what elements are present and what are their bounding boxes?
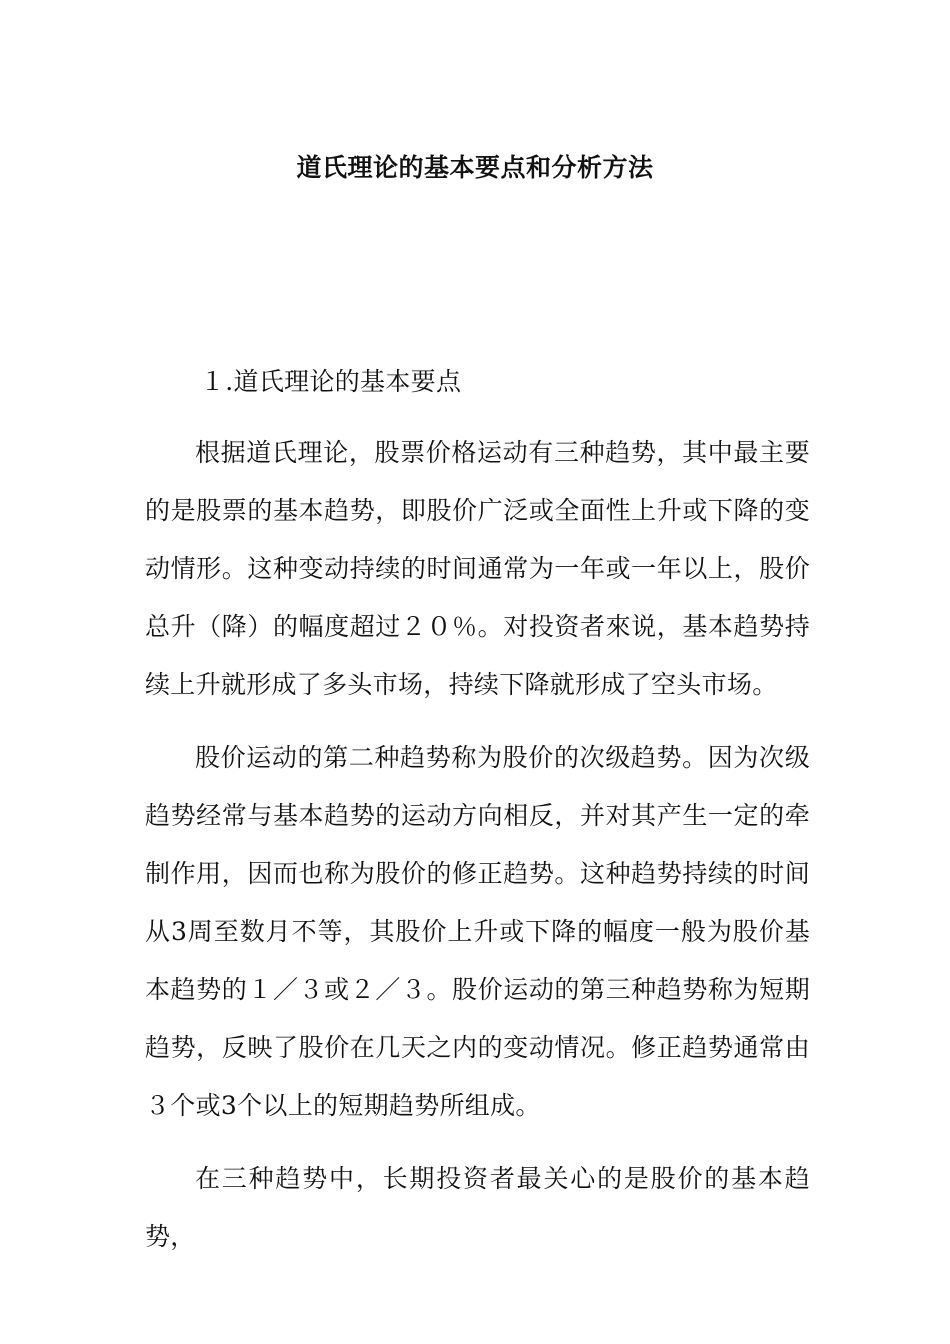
paragraph-long-term-investors: 在三种趋势中，长期投资者最关心的是股价的基本趋势， bbox=[145, 1164, 810, 1251]
document-title: 道氏理论的基本要点和分析方法 bbox=[296, 153, 654, 182]
paragraph-primary-trend: 根据道氏理论，股票价格运动有三种趋势，其中最主要的是股票的基本趋势，即股价广泛或全面性上升或下降的变动情形。这种变动持续的时间通常为一年或一年以上，股价总升（降）的幅度超过２０％。对投资者來说，基本趋势持续上升就形成了多头市场，持续下降就形成了空头市场。 bbox=[145, 438, 810, 699]
document-body bbox=[145, 362, 810, 1266]
section-heading: １.道氏理论的基本要点 bbox=[200, 367, 462, 396]
paragraph-secondary-trend: 股价运动的第二种趋势称为股价的次级趋势。因为次级趋势经常与基本趋势的运动方向相反，并对其产生一定的牵制作用，因而也称为股价的修正趋势。这种趋势持续的时间从3周至数月不等，其股价上升或下降的幅度一般为股价基本趋势的１／３或２／３。股价运动的第三种趋势称为短期趋势，反映了股价在几天之内的变动情况。修正趋势通常由３个或3个以上的短期趋势所组成。 bbox=[145, 743, 810, 1120]
